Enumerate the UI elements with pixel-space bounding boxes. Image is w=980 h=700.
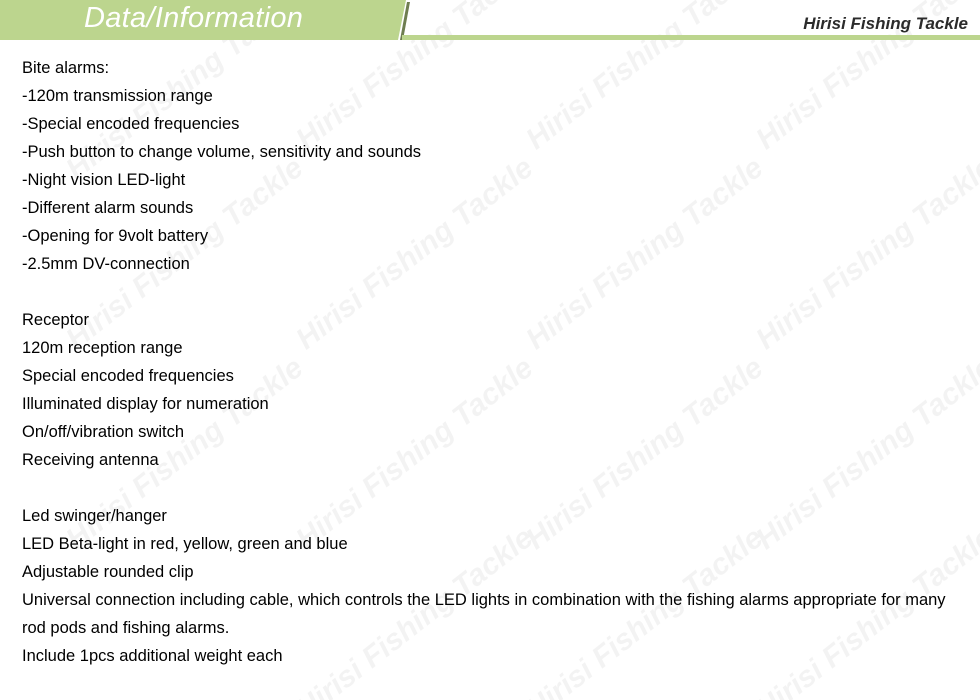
- header-divider: [402, 35, 980, 40]
- spec-line: Adjustable rounded clip: [22, 563, 194, 581]
- spec-line: -120m transmission range: [22, 87, 213, 105]
- spec-line: LED Beta-light in red, yellow, green and blue: [22, 535, 348, 553]
- section-heading: Led swinger/hanger: [22, 507, 167, 525]
- section-header: [0, 0, 980, 42]
- spec-line: -Different alarm sounds: [22, 199, 194, 217]
- bite-alarms-section: [22, 54, 968, 278]
- product-information: [22, 54, 968, 698]
- spec-line: -Night vision LED-light: [22, 171, 186, 189]
- section-heading: Bite alarms:: [22, 59, 110, 77]
- section-heading: Receptor: [22, 311, 89, 329]
- spec-line: -Opening for 9volt battery: [22, 227, 209, 245]
- spec-line: Special encoded frequencies: [22, 367, 234, 385]
- spec-line: -Push button to change volume, sensitivity and sounds: [22, 143, 421, 161]
- swinger-section: [22, 502, 968, 670]
- spec-line: Illuminated display for numeration: [22, 395, 269, 413]
- spec-line: -2.5mm DV-connection: [22, 255, 190, 273]
- brand-name: Hirisi Fishing Tackle: [803, 14, 968, 33]
- spec-line: Receiving antenna: [22, 451, 159, 469]
- page-title: Data/Information: [84, 2, 304, 34]
- spec-line: Include 1pcs additional weight each: [22, 647, 283, 665]
- spec-line: 120m reception range: [22, 339, 183, 357]
- spec-line: Universal connection including cable, which controls the LED lights in combination with the fishing alarms appropriate for many rod pods and fishing alarms.: [22, 591, 946, 637]
- receptor-section: [22, 306, 968, 474]
- spec-line: On/off/vibration switch: [22, 423, 185, 441]
- spec-line: -Special encoded frequencies: [22, 115, 240, 133]
